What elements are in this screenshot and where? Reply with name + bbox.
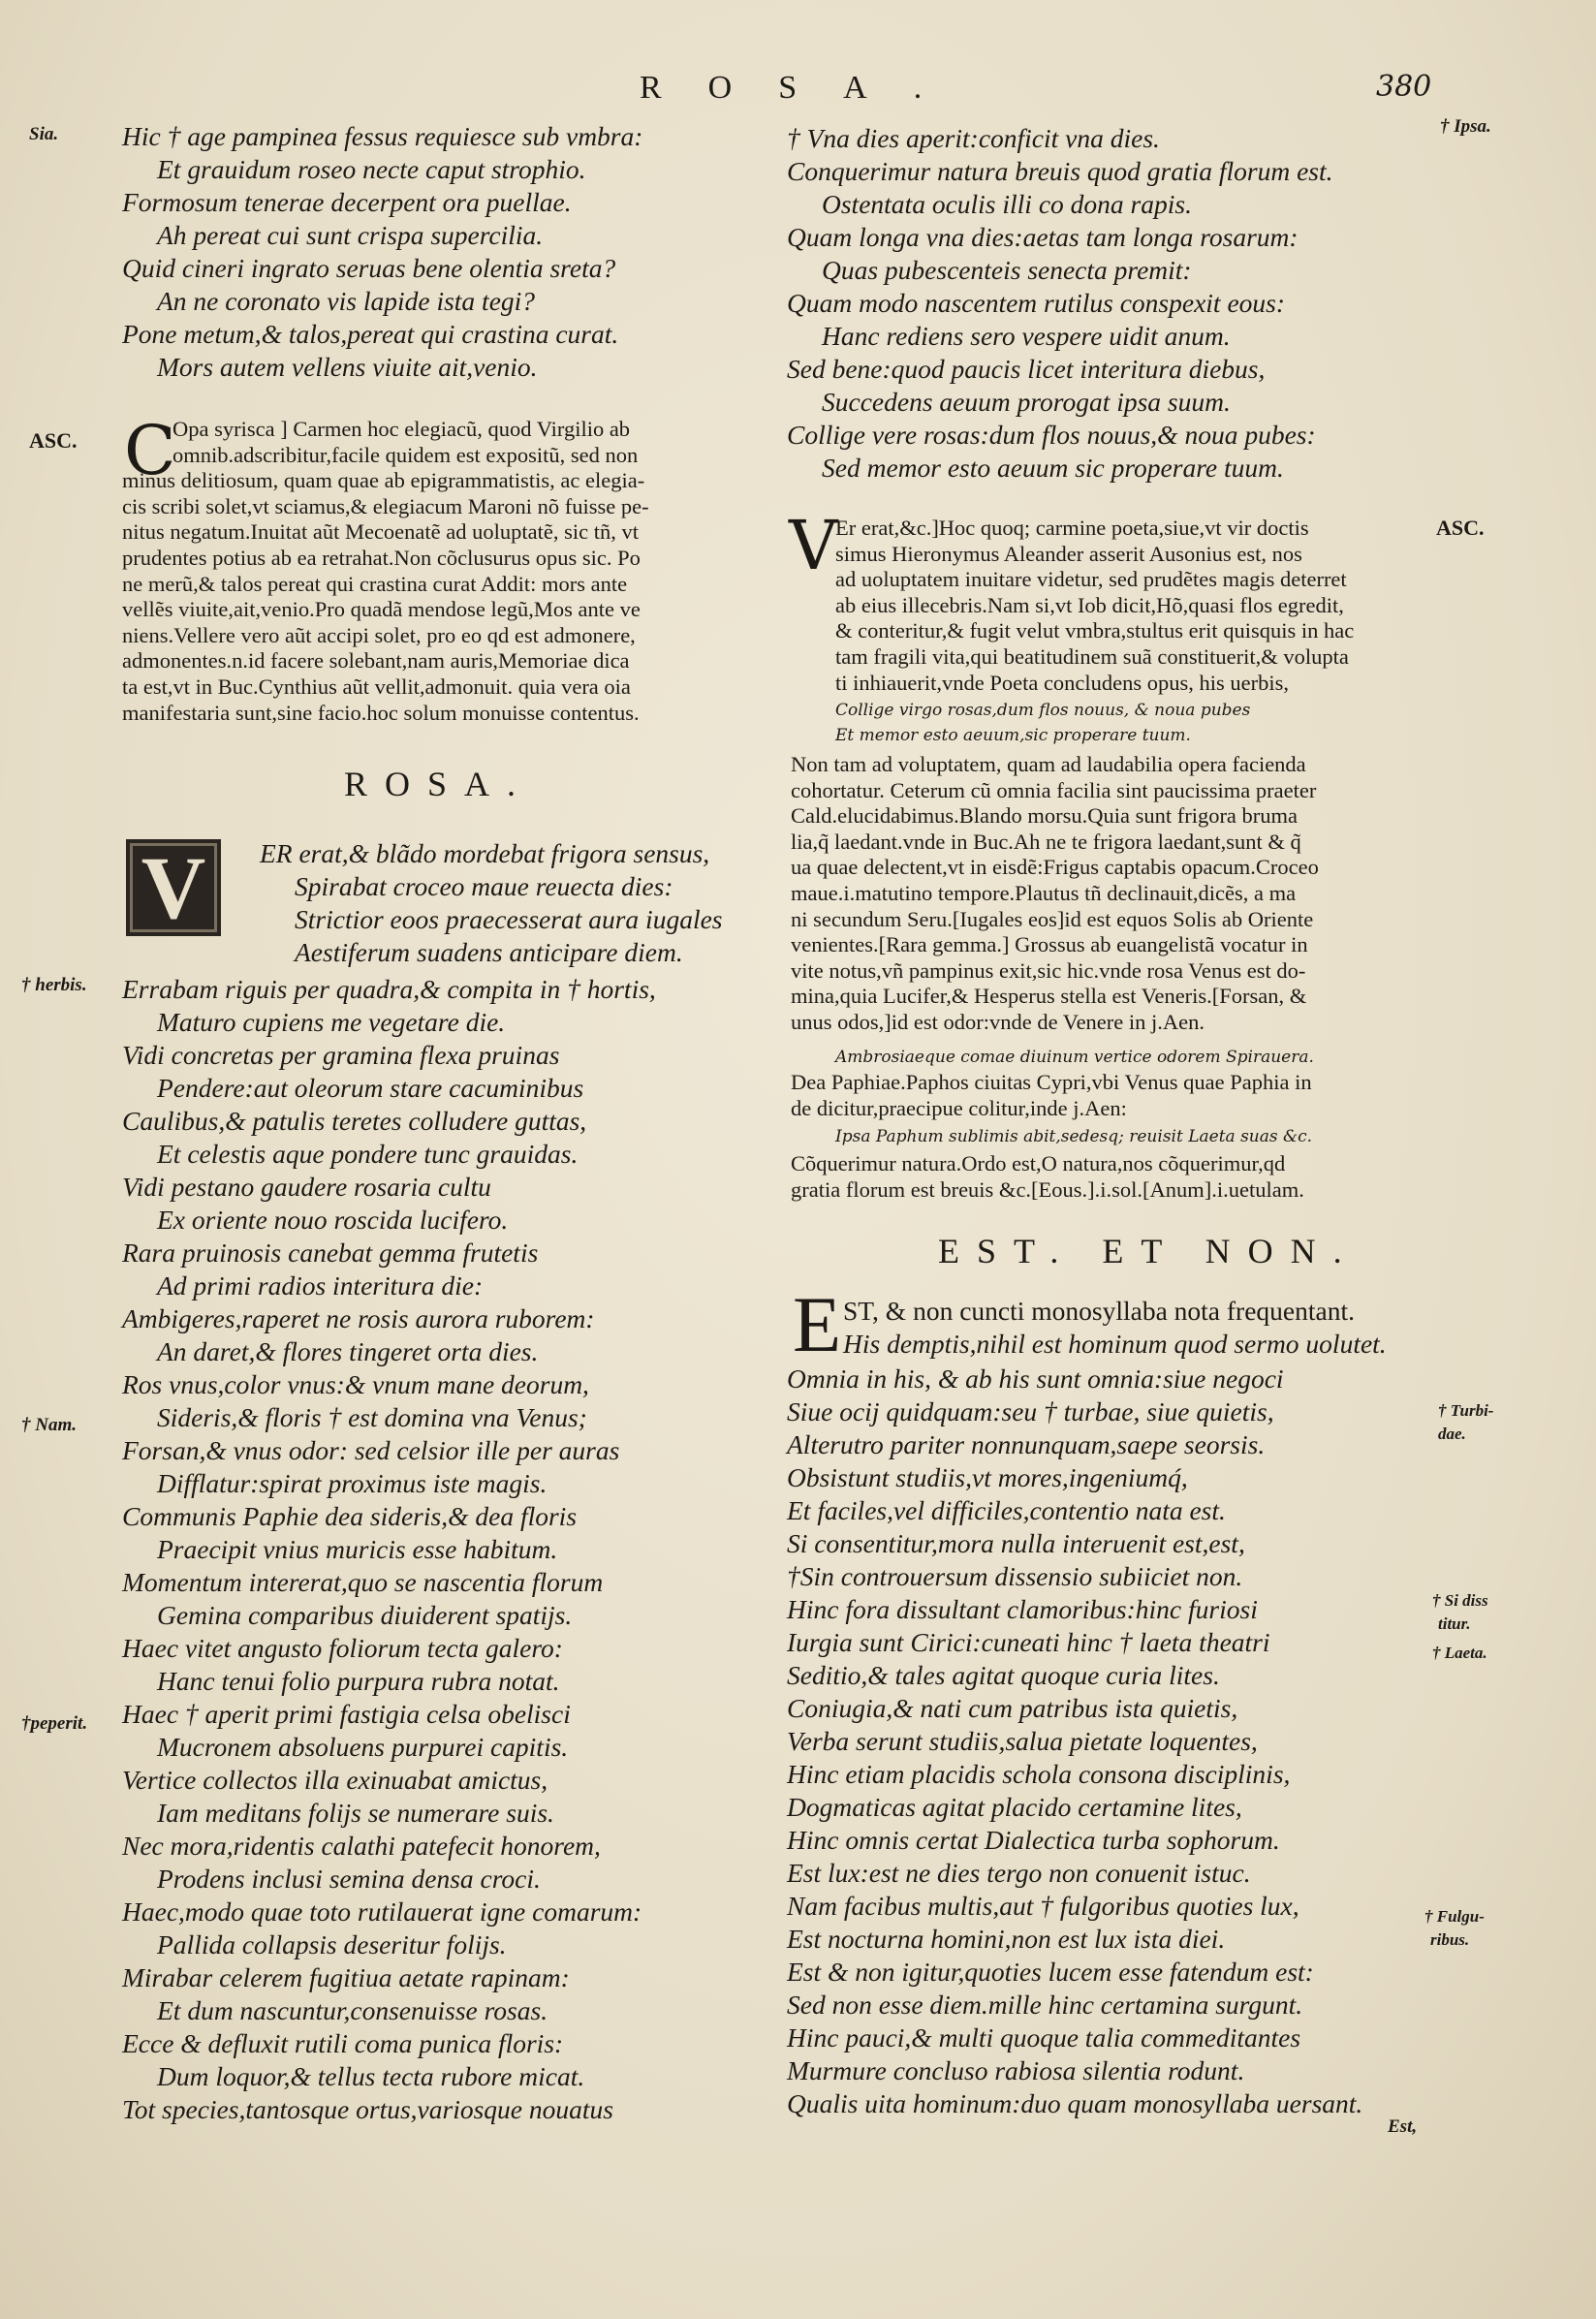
rosa-poem-line: Nec mora,ridentis calathi patefecit honorem, bbox=[122, 1831, 601, 1861]
rosa-poem-line: Et celestis aque pondere tunc grauidas. bbox=[157, 1139, 579, 1169]
rosa-poem bbox=[122, 973, 656, 2126]
rosa-poem-line: Ros vnus,color vnus:& vnum mane deorum, bbox=[122, 1369, 589, 1399]
est-poem-line: Obsistunt studiis,vt mores,ingeniumq́, bbox=[787, 1462, 1188, 1492]
est-opening-line: ST, & non cuncti monosyllaba nota frequentant. bbox=[843, 1296, 1355, 1326]
quote-ambrosiae: Ambrosiaeque comae diuinum vertice odorem Spirauera. bbox=[835, 1048, 1314, 1067]
margin-note-sidiss-2: titur. bbox=[1438, 1614, 1471, 1633]
left-poem-line: Pone metum,& talos,pereat qui crastina curat. bbox=[122, 319, 619, 349]
right-commentary-2-line: lia,q̃ laedant.vnde in Buc.Ah ne te frigora laedant,sunt & q̃ bbox=[791, 829, 1301, 854]
quote-collige: Collige virgo rosas,dum flos nouus, & noua pubes bbox=[835, 701, 1251, 720]
rosa-poem-line: Momentum intererat,quo se nascentia florum bbox=[122, 1567, 604, 1597]
est-poem-line: Hinc omnis certat Dialectica turba sophorum. bbox=[787, 1825, 1280, 1855]
left-commentary-line: prudentes potius ab ea retrahat.Non cõclusurus opus sic. Po bbox=[122, 545, 641, 570]
left-poem-line: Mors autem vellens viuite ait,venio. bbox=[157, 352, 538, 382]
right-poem-line: Succedens aeuum prorogat ipsa suum. bbox=[822, 387, 1231, 417]
right-commentary-line: & conteritur,& fugit velut vmbra,stultus erit quisquis in hac bbox=[835, 618, 1355, 643]
rosa-poem-line: Errabam riguis per quadra,& compita in † hortis, bbox=[122, 974, 656, 1004]
right-poem-line: Ostentata oculis illi co dona rapis. bbox=[822, 189, 1192, 219]
right-commentary-2-line: Cald.elucidabimus.Blando morsu.Quia sunt frigora bruma bbox=[791, 803, 1299, 829]
section-title-rosa: ROSA. bbox=[344, 765, 534, 803]
rosa-opening-line: Strictior eoos praecesserat aura iugales bbox=[295, 904, 723, 934]
rosa-poem-line: Ecce & defluxit rutili coma punica floris: bbox=[122, 2028, 564, 2058]
right-commentary-line: simus Hieronymus Aleander asserit Ausonius est, nos bbox=[835, 541, 1302, 566]
right-commentary-3-line: de dicitur,praecipue colitur,inde j.Aen: bbox=[791, 1095, 1127, 1120]
right-commentary-line: ab eius illecebris.Nam si,vt Iob dicit,Hõ,quasi flos egredit, bbox=[835, 592, 1344, 617]
est-poem-line: Coniugia,& nati cum patribus ista quietis, bbox=[787, 1693, 1238, 1723]
est-initial: E bbox=[793, 1280, 842, 1368]
left-commentary-line: admonentes.n.id facere solebant,nam auris,Memoriae dica bbox=[122, 648, 630, 674]
est-poem-line: Sed non esse diem.mille hinc certamina surgunt. bbox=[787, 1990, 1303, 2020]
right-poem-line: † Vna dies aperit:conficit vna dies. bbox=[787, 123, 1160, 153]
right-commentary-line: tam fragili vita,qui beatitudinem suã constituerit,& volupta bbox=[835, 643, 1349, 669]
est-poem-line: Est & non igitur,quoties lucem esse fatendum est: bbox=[787, 1957, 1314, 1987]
rosa-poem-line: Rara pruinosis canebat gemma frutetis bbox=[122, 1238, 539, 1268]
margin-note-herbis: † herbis. bbox=[21, 975, 87, 995]
right-poem-line: Hanc rediens sero vespere uidit anum. bbox=[822, 321, 1231, 351]
right-poem-line: Sed bene:quod paucis licet interitura diebus, bbox=[787, 354, 1266, 384]
est-poem-line: Est lux:est ne dies tergo non conuenit istuc. bbox=[787, 1858, 1251, 1888]
rosa-poem-line: Iam meditans folijs se numerare suis. bbox=[157, 1798, 554, 1828]
est-poem-line: Nam facibus multis,aut † fulgoribus quoties lux, bbox=[787, 1891, 1299, 1921]
section-title-est-et-non: EST. ET NON. bbox=[938, 1232, 1360, 1270]
rosa-opening-line: Spirabat croceo maue reuecta dies: bbox=[295, 871, 673, 901]
est-poem-line: Murmure concluso rabiosa silentia rodunt. bbox=[787, 2055, 1245, 2085]
left-commentary-line: nitus negatum.Inuitat aũt Mecoenatẽ ad uoluptatẽ, sic tñ, vt bbox=[122, 519, 639, 545]
rosa-poem-line: Haec † aperit primi fastigia celsa obelisci bbox=[122, 1699, 571, 1729]
rosa-opening-line: Aestiferum suadens anticipare diem. bbox=[295, 937, 683, 967]
rosa-poem-line: Vidi pestano gaudere rosaria cultu bbox=[122, 1172, 491, 1202]
left-commentary-line: vellẽs viuite,ait,venio.Pro quadã mendose legũ,Mos ante ve bbox=[122, 597, 641, 622]
rosa-poem-line: Vidi concretas per gramina flexa pruinas bbox=[122, 1040, 560, 1070]
rosa-poem-line: Caulibus,& patulis teretes colludere guttas, bbox=[122, 1106, 587, 1136]
left-poem-line: Quid cineri ingrato seruas bene olentia sreta? bbox=[122, 253, 616, 283]
est-poem-line: Verba serunt studiis,salua pietate loquentes, bbox=[787, 1726, 1258, 1756]
left-commentary-initial: C bbox=[124, 411, 176, 490]
right-commentary-2-line: cohortatur. Ceterum cũ omnia facilia sint paucissima praeter bbox=[791, 777, 1317, 802]
quote-paphum: Ipsa Paphum sublimis abit,sedesq; reuisit Laeta suas &c. bbox=[835, 1127, 1313, 1146]
rosa-poem-line: Tot species,tantosque ortus,variosque nouatus bbox=[122, 2094, 613, 2124]
catchword: Est, bbox=[1388, 2116, 1418, 2137]
left-poem-line: An ne coronato vis lapide ista tegi? bbox=[157, 286, 536, 316]
rosa-poem-line: An daret,& flores tingeret orta dies. bbox=[157, 1336, 539, 1366]
right-poem-line: Quam modo nascentem rutilus conspexit eous: bbox=[787, 288, 1286, 318]
est-poem-line: Et faciles,vel difficiles,contentio nata est. bbox=[787, 1495, 1226, 1525]
est-poem-line: †Sin controuersum dissensio subiiciet non. bbox=[787, 1561, 1243, 1591]
left-poem-top bbox=[122, 120, 642, 384]
rosa-poem-line: Et dum nascuntur,consenuisse rosas. bbox=[157, 1995, 548, 2025]
est-poem-line: Hinc etiam placidis schola consona disciplinis, bbox=[787, 1759, 1291, 1789]
left-commentary bbox=[122, 411, 762, 726]
rosa-poem-line: Haec,modo quae toto rutilauerat igne comarum: bbox=[122, 1896, 642, 1927]
right-commentary-3-line: Dea Paphiae.Paphos ciuitas Cypri,vbi Venus quae Paphia in bbox=[791, 1070, 1312, 1094]
est-poem-line: Siue ocij quidquam:seu † turbae, siue quietis, bbox=[787, 1396, 1274, 1426]
rosa-poem-line: Pallida collapsis deseritur folijs. bbox=[157, 1929, 507, 1959]
right-commentary-2-line: maue.i.matutino tempore.Plautus tñ declinauit,dicẽs, a ma bbox=[791, 880, 1297, 905]
left-commentary-line: Opa syrisca ] Carmen hoc elegiacũ, quod Virgilio ab bbox=[172, 417, 631, 441]
right-poem-line: Conquerimur natura breuis quod gratia florum est. bbox=[787, 156, 1333, 186]
rosa-poem-line: Ex oriente nouo roscida lucifero. bbox=[157, 1205, 509, 1235]
est-poem-line: Seditio,& tales agitat quoque curia lites. bbox=[787, 1660, 1220, 1690]
right-poem-line: Collige vere rosas:dum flos nouus,& noua pubes: bbox=[787, 420, 1316, 450]
rosa-poem-line: Maturo cupiens me vegetare die. bbox=[157, 1007, 506, 1037]
quote-memor: Et memor esto aeuum,sic properare tuum. bbox=[835, 726, 1191, 745]
margin-note-fulgu: † Fulgu- bbox=[1424, 1907, 1485, 1926]
margin-note-turbi: † Turbi- bbox=[1438, 1401, 1494, 1420]
rosa-poem-line: Sideris,& floris † est domina vna Venus; bbox=[157, 1402, 587, 1432]
right-poem-top bbox=[787, 122, 1333, 485]
rosa-poem-line: Difflatur:spirat proximus iste magis. bbox=[157, 1468, 548, 1498]
left-commentary-line: manifestaria sunt,sine facio.hoc solum monuisse contentus. bbox=[122, 700, 640, 725]
left-poem-line: Et grauidum roseo necte caput strophio. bbox=[157, 154, 586, 184]
left-commentary-line: niens.Vellere vero aũt accipi solet, pro eo qd est admonere, bbox=[122, 622, 636, 647]
est-poem bbox=[787, 1363, 1362, 2120]
est-opening-lines bbox=[843, 1295, 1387, 1361]
rosa-poem-line: Mirabar celerem fugitiua aetate rapinam: bbox=[122, 1962, 570, 1992]
rosa-poem-line: Gemina comparibus diuiderent spatijs. bbox=[157, 1600, 573, 1630]
rosa-opening-line: ER erat,& blãdo mordebat frigora sensus, bbox=[260, 838, 710, 868]
right-commentary-2 bbox=[791, 752, 1430, 1036]
rosa-poem-line: Hanc tenui folio purpura rubra notat. bbox=[157, 1666, 560, 1696]
right-commentary-2-line: Non tam ad voluptatem, quam ad laudabilia opera facienda bbox=[791, 752, 1306, 776]
rosa-poem-line: Mucronem absoluens purpurei capitis. bbox=[157, 1732, 569, 1762]
est-poem-line: Iurgia sunt Cirici:cuneati hinc † laeta theatri bbox=[787, 1627, 1270, 1657]
margin-note-asc-left: ASC. bbox=[29, 428, 78, 453]
rosa-poem-line: Prodens inclusi semina densa croci. bbox=[157, 1864, 541, 1894]
right-commentary-line: ti inhiauerit,vnde Poeta concludens opus, his uerbis, bbox=[835, 670, 1290, 695]
margin-note-nam: † Nam. bbox=[21, 1415, 77, 1435]
left-poem-line: Hic † age pampinea fessus requiesce sub vmbra: bbox=[122, 121, 643, 151]
left-commentary-line: ne merũ,& talos pereat qui crastina curat Addit: mors ante bbox=[122, 571, 628, 596]
rosa-poem-line: Ambigeres,raperet ne rosis aurora ruborem: bbox=[122, 1303, 595, 1333]
est-poem-line: Est nocturna homini,non est lux ista diei. bbox=[787, 1924, 1226, 1954]
right-commentary-3 bbox=[791, 1070, 1430, 1121]
right-commentary-initial: V bbox=[789, 506, 838, 585]
rosa-poem-line: Ad primi radios interitura die: bbox=[157, 1270, 484, 1301]
left-commentary-line: cis scribi solet,vt sciamus,& elegiacum Maroni nõ fuisse pe- bbox=[122, 493, 649, 518]
rosa-poem-line: Pendere:aut oleorum stare cacuminibus bbox=[157, 1073, 584, 1103]
right-poem-line: Sed memor esto aeuum sic properare tuum. bbox=[822, 453, 1284, 483]
right-commentary-4-line: gratia florum est breuis &c.[Eous.].i.sol.[Anum].i.uetulam. bbox=[791, 1176, 1304, 1202]
margin-note-turbi-2: dae. bbox=[1438, 1425, 1466, 1443]
left-commentary-line: omnib.adscribitur,facile quidem est expositũ, sed non bbox=[172, 442, 639, 467]
right-commentary-4 bbox=[791, 1151, 1430, 1203]
decorated-initial-v: V bbox=[126, 839, 221, 936]
est-poem-line: Hinc fora dissultant clamoribus:hinc furiosi bbox=[787, 1594, 1258, 1624]
rosa-poem-line: Praecipit vnius muricis esse habitum. bbox=[157, 1534, 558, 1564]
left-commentary-line: minus delitiosum, quam quae ab epigrammatistis, ac elegia- bbox=[122, 468, 645, 493]
est-poem-line: Omnia in his, & ab his sunt omnia:siue negoci bbox=[787, 1363, 1284, 1394]
right-poem-line: Quas pubescenteis senecta premit: bbox=[822, 255, 1192, 285]
margin-note-laeta: † Laeta. bbox=[1432, 1644, 1487, 1662]
right-commentary-line: ad uoluptatem inuitare videtur, sed prudẽtes magis deterret bbox=[835, 567, 1347, 592]
margin-note-sidiss: † Si diss bbox=[1432, 1591, 1488, 1610]
right-commentary-2-line: venientes.[Rara gemma.] Grossus ab euangelistã vocatur in bbox=[791, 932, 1308, 957]
margin-note-asc-right: ASC. bbox=[1436, 516, 1485, 540]
right-commentary-2-line: unus odos,]id est odor:vnde de Venere in j.Aen. bbox=[791, 1009, 1205, 1034]
right-commentary-line: Er erat,&c.]Hoc quoq; carmine poeta,siue,vt vir doctis bbox=[835, 516, 1309, 540]
rosa-poem-line: Haec vitet angusto foliorum tecta galero: bbox=[122, 1633, 563, 1663]
rosa-poem-line: Forsan,& vnus odor: sed celsior ille per auras bbox=[122, 1435, 620, 1465]
left-commentary-line: ta est,vt in Buc.Cynthius aũt vellit,admonuit. quia vera oia bbox=[122, 674, 631, 699]
est-poem-line: Alterutro pariter nonnunquam,saepe seorsis. bbox=[787, 1429, 1266, 1459]
left-poem-line: Ah pereat cui sunt crispa supercilia. bbox=[157, 220, 544, 250]
margin-note-sia: Sia. bbox=[29, 124, 59, 144]
right-commentary-2-line: mina,quia Lucifer,& Hesperus stella est Veneris.[Forsan, & bbox=[791, 984, 1307, 1009]
est-poem-line: Qualis uita hominum:duo quam monosyllaba uersant. bbox=[787, 2088, 1363, 2118]
est-poem-line: Hinc pauci,& multi quoque talia commeditantes bbox=[787, 2022, 1301, 2053]
page-number: 380 bbox=[1376, 70, 1432, 104]
rosa-poem-line: Vertice collectos illa exinuabat amictus, bbox=[122, 1765, 548, 1795]
margin-note-fulgu-2: ribus. bbox=[1430, 1930, 1470, 1949]
rosa-poem-line: Dum loquor,& tellus tecta rubore micat. bbox=[157, 2061, 585, 2091]
est-opening-line: His demptis,nihil est hominum quod sermo uolutet. bbox=[843, 1329, 1387, 1359]
right-commentary-2-line: vite notus,vñ pampinus exit,sic hic.vnde rosa Venus est do- bbox=[791, 957, 1306, 983]
margin-note-peperit: †peperit. bbox=[21, 1713, 88, 1734]
margin-note-ipsa: † Ipsa. bbox=[1440, 116, 1491, 137]
right-commentary-4-line: Cõquerimur natura.Ordo est,O natura,nos cõquerimur,qd bbox=[791, 1151, 1286, 1175]
right-commentary bbox=[835, 516, 1426, 696]
right-poem-line: Quam longa vna dies:aetas tam longa rosarum: bbox=[787, 222, 1299, 252]
rosa-poem-line: Communis Paphie dea sideris,& dea floris bbox=[122, 1501, 578, 1531]
est-poem-line: Dogmaticas agitat placido certamine lites, bbox=[787, 1792, 1242, 1822]
rosa-opening-lines bbox=[260, 837, 723, 969]
right-commentary-2-line: ni secundum Seru.[Iugales eos]id est equos Solis ab Oriente bbox=[791, 906, 1314, 931]
left-poem-line: Formosum tenerae decerpent ora puellae. bbox=[122, 187, 572, 217]
est-poem-line: Si consentitur,mora nulla interuenit est,est, bbox=[787, 1528, 1245, 1558]
right-commentary-2-line: ua quae delectent,vt in eisdẽ:Frigus captabis opacum.Croceo bbox=[791, 855, 1319, 880]
running-head-title: ROSA. bbox=[640, 70, 969, 106]
